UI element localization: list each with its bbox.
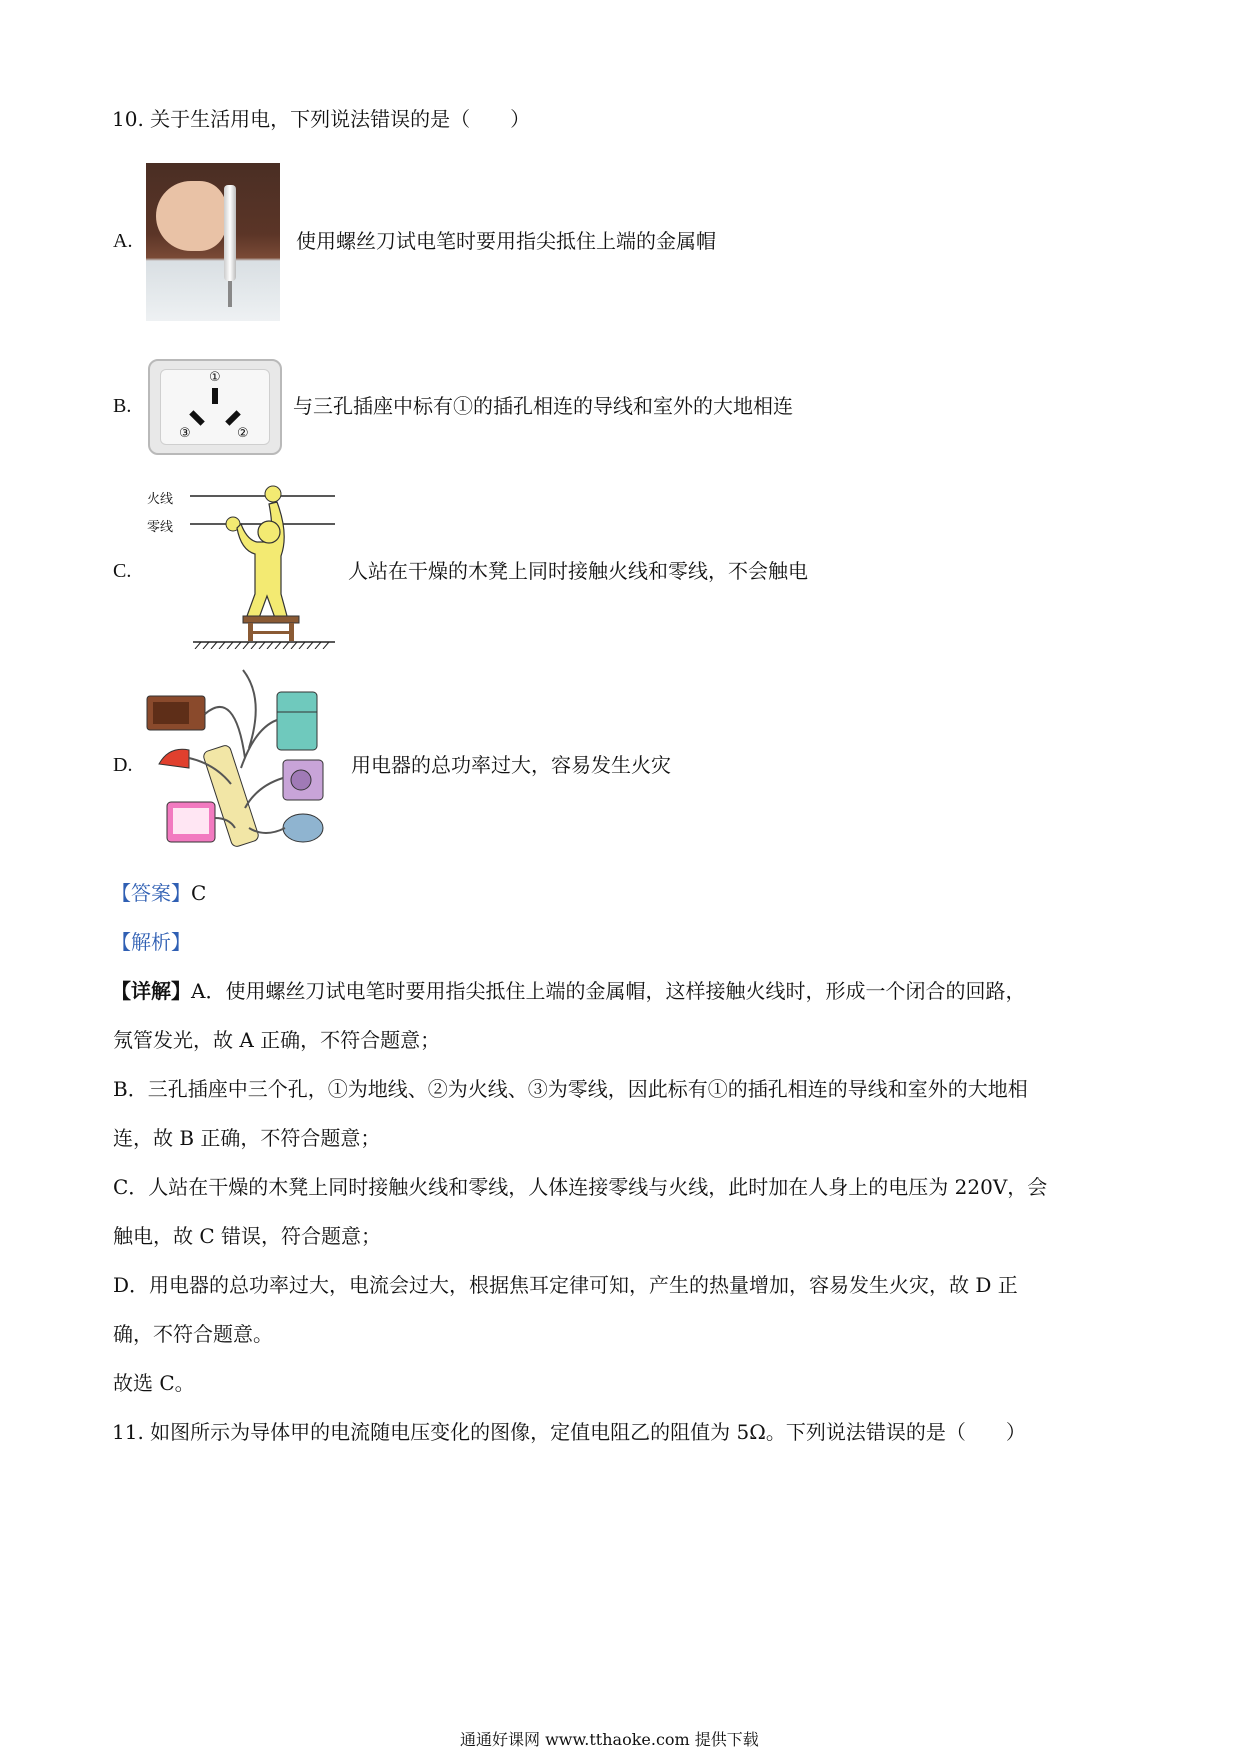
page-footer: 通通好课网 www.tthaoke.com 提供下载 bbox=[460, 1730, 759, 1749]
detail-line-2: 氖管发光，故 A 正确，不符合题意； bbox=[113, 1028, 441, 1052]
detail-line-3: B．三孔插座中三个孔，①为地线、②为火线、③为零线，因此标有①的插孔相连的导线和室外的大地相 bbox=[113, 1077, 1028, 1101]
option-b-letter: B. bbox=[113, 395, 132, 417]
option-c-letter: C. bbox=[113, 560, 132, 582]
person-touching-wires-figure bbox=[185, 484, 345, 649]
detail-line-7: D．用电器的总功率过大，电流会过大，根据焦耳定律可知，产生的热量增加，容易发生火灾，故 D 正 bbox=[113, 1273, 1018, 1297]
detail-line-4: 连，故 B 正确，不符合题意； bbox=[113, 1126, 381, 1150]
neutral-wire-label: 零线 bbox=[147, 520, 174, 535]
detail-line-5: C．人站在干燥的木凳上同时接触火线和零线，人体连接零线与火线，此时加在人身上的电压为 220V，会 bbox=[113, 1175, 1048, 1199]
question-10-stem: 10. 关于生活用电，下列说法错误的是（ ） bbox=[112, 107, 531, 131]
option-a-letter: A. bbox=[113, 230, 133, 252]
option-a-text: 使用螺丝刀试电笔时要用指尖抵住上端的金属帽 bbox=[296, 229, 716, 253]
analysis-label: 【解析】 bbox=[111, 930, 191, 954]
option-a-photo bbox=[146, 163, 280, 321]
socket-hole-3-label: ③ bbox=[179, 426, 191, 441]
hand-figure bbox=[156, 181, 226, 251]
detail-line-1 bbox=[111, 978, 1025, 1004]
test-pen-figure bbox=[224, 185, 236, 281]
live-wire-label: 火线 bbox=[147, 492, 174, 507]
three-hole-socket-figure bbox=[148, 359, 282, 455]
detail-line-6: 触电，故 C 错误，符合题意； bbox=[113, 1224, 382, 1248]
answer-label: 【答案】 bbox=[111, 881, 191, 905]
option-c-text: 人站在干燥的木凳上同时接触火线和零线，不会触电 bbox=[348, 559, 808, 583]
detail-text-a: A．使用螺丝刀试电笔时要用指尖抵住上端的金属帽，这样接触火线时，形成一个闭合的回路， bbox=[191, 979, 1026, 1003]
test-pen-tip bbox=[228, 281, 232, 307]
socket-face bbox=[160, 369, 270, 445]
socket-holes-icon bbox=[161, 370, 269, 444]
option-b-text: 与三孔插座中标有①的插孔相连的导线和室外的大地相连 bbox=[293, 394, 793, 418]
question-11-stem: 11. 如图所示为导体甲的电流随电压变化的图像，定值电阻乙的阻值为 5Ω。下列说法错误的是（ ） bbox=[112, 1420, 1026, 1444]
answer-value: C bbox=[191, 881, 207, 905]
option-d-letter: D. bbox=[113, 754, 133, 776]
option-d-text: 用电器的总功率过大，容易发生火灾 bbox=[351, 753, 671, 777]
overloaded-power-strip-figure bbox=[145, 668, 345, 854]
socket-hole-2-label: ② bbox=[237, 426, 249, 441]
socket-hole-1-label: ① bbox=[209, 370, 221, 385]
detail-label: 【详解】 bbox=[111, 979, 191, 1003]
detail-line-8: 确，不符合题意。 bbox=[113, 1322, 273, 1346]
answer-line bbox=[111, 880, 206, 906]
conclusion-line: 故选 C。 bbox=[113, 1371, 195, 1395]
